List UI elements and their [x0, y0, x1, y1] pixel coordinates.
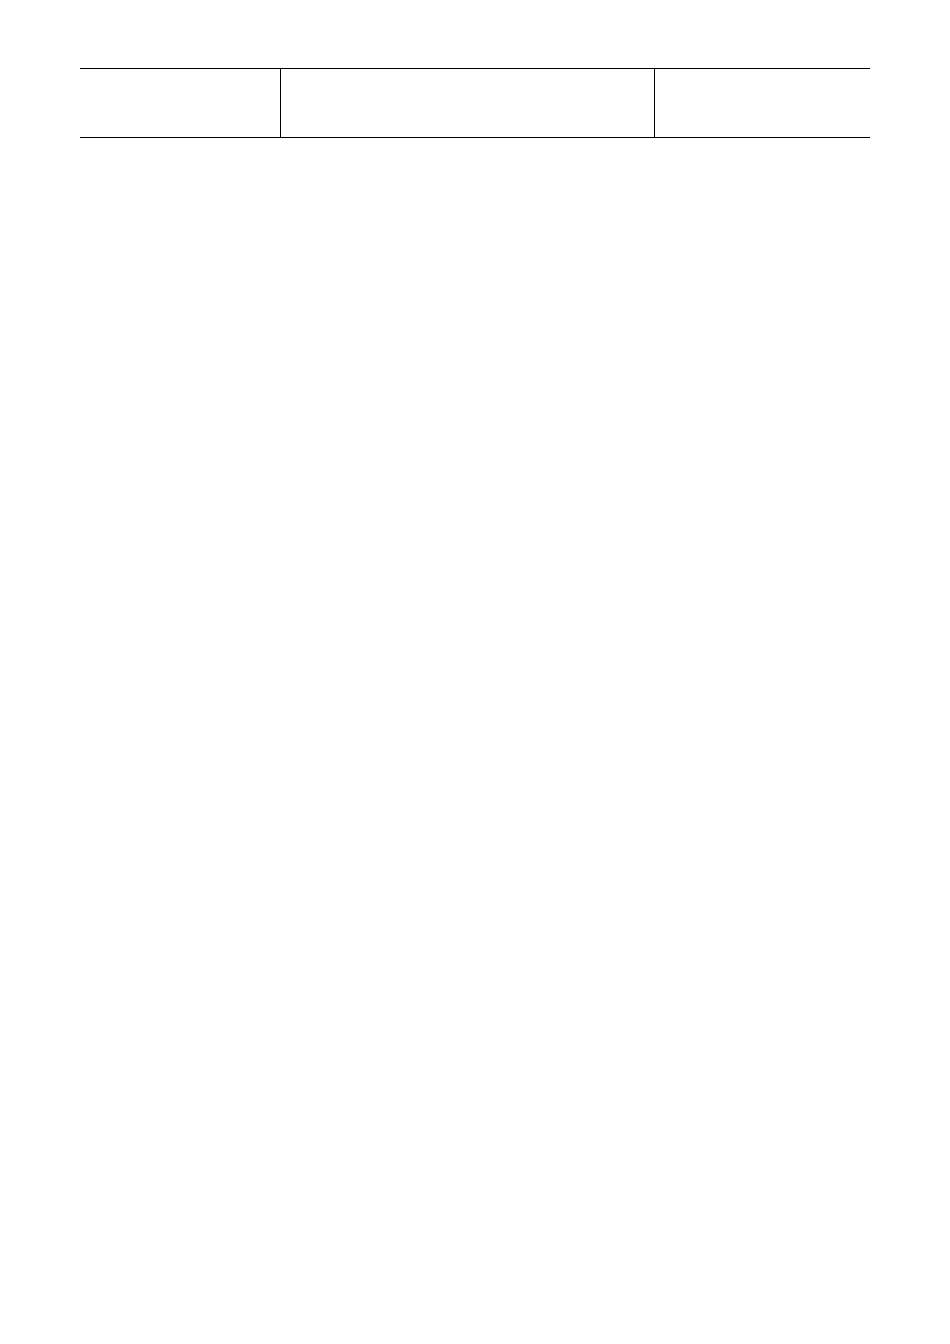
header-motto	[281, 69, 655, 137]
header-page-info	[655, 69, 870, 137]
header-meta	[80, 69, 281, 137]
page-header	[80, 68, 870, 138]
